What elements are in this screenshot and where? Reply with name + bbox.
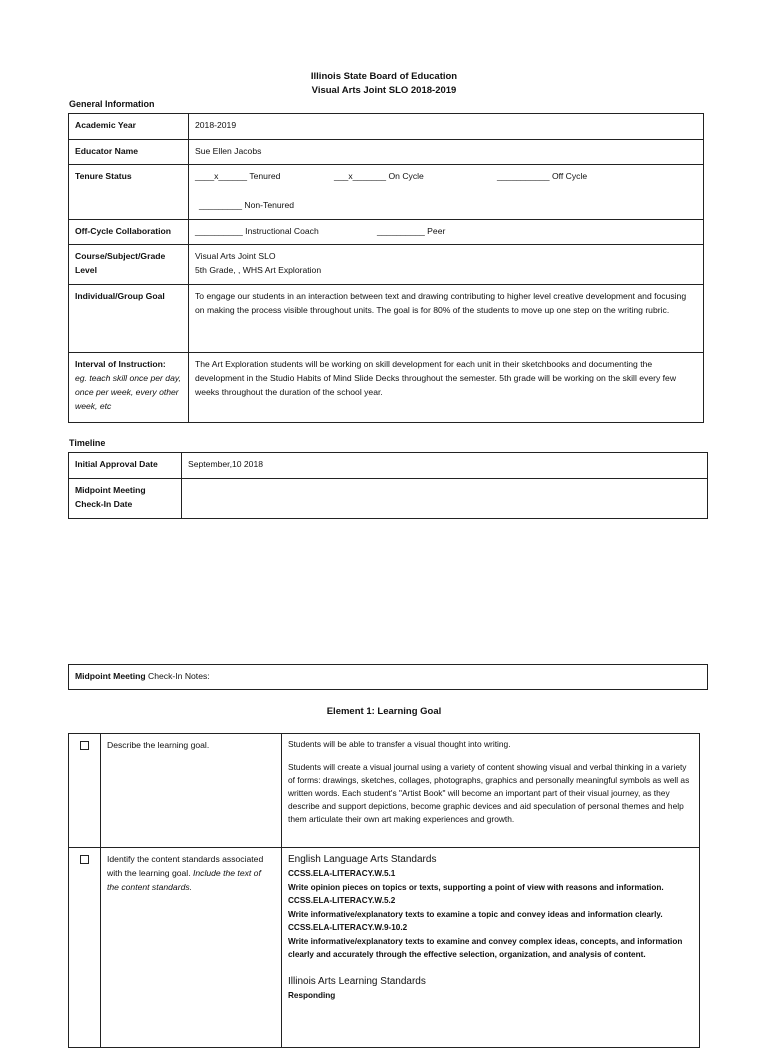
academic-year-value: 2018-2019 [189,114,704,140]
arts-standards-title: Illinois Arts Learning Standards [288,975,426,987]
timeline-table [68,452,708,519]
instructional-coach-option: __________ Instructional Coach [195,226,319,236]
course-value [189,245,704,285]
checkbox-learning-goal[interactable] [80,741,89,750]
midpoint-notes-bold: Midpoint Meeting [75,671,146,681]
peer-option: __________ Peer [377,226,446,236]
course-line-2: 5th Grade, , WHS Art Exploration [195,265,322,275]
std1-text: Write opinion pieces on topics or texts, supporting a point of view with reasons and information. [288,882,664,892]
midpoint-date-label: Midpoint Meeting Check-In Date [69,479,182,519]
row-midpoint-date [69,479,708,519]
row-interval [69,353,704,423]
midpoint-notes-cell [69,665,708,690]
org-title: Illinois State Board of Education [310,71,458,82]
initial-approval-value: September,10 2018 [182,453,708,479]
learning-goal-p1: Students will be able to transfer a visual thought into writing. [288,739,511,749]
initial-approval-label: Initial Approval Date [69,453,182,479]
row-collaboration [69,220,704,245]
element1-title: Element 1: Learning Goal [326,706,442,717]
checkbox-cell-1 [69,734,101,848]
off-cycle-option: ___________ Off Cycle [497,171,588,181]
row-academic-year [69,114,704,140]
arts-responding: Responding [288,990,336,1000]
interval-hint: eg. teach skill once per day, once per week, every other week, etc [75,373,181,411]
goal-value: To engage our students in an interaction between text and drawing contributing to higher level creative development and focusing on making the process visible throughout units. The goal is for 80% of the students to move up one step on the writing rubric. [189,285,704,353]
row-initial-approval [69,453,708,479]
midpoint-notes-rest: Check-In Notes: [145,671,210,681]
tenure-status-value [189,165,704,220]
interval-label: Interval of Instruction: [75,359,166,369]
course-line-1: Visual Arts Joint SLO [195,251,276,261]
non-tenured-option: _________ Non-Tenured [199,200,295,210]
interval-value: The Art Exploration students will be working on skill development for each unit in their sketchbooks and documenting the development in the Studio Habits of Mind Slide Decks throughout the semester. 5th grade will be working on the skill every few weeks throughout the duration of the school year. [189,353,704,423]
row-educator-name [69,140,704,165]
content-standards-prompt: Identify the content standards associated with the learning goal. [107,854,264,878]
row-goal [69,285,704,353]
row-course [69,245,704,285]
interval-cell [69,353,189,423]
row-tenure-status [69,165,704,220]
tenure-status-label: Tenure Status [69,165,189,220]
content-standards-answer [282,848,700,1048]
general-info-heading: General Information [69,99,155,109]
on-cycle-option: ___x_______ On Cycle [334,171,424,181]
learning-goal-p2: Students will create a visual journal using a variety of content showing visual and verbal thinking in a variety of forms: drawings, sketches, collages, photographs, graphics and personally meaningful symbols as well as written words. Each student's "Artist Book" will become an important part of their visual journey, as they describe and support depictions, become graphic devices and aid speculation of personal themes and help them articulate their own art making experiences and growth. [288,762,690,824]
midpoint-notes-table [68,664,708,690]
collaboration-label: Off-Cycle Collaboration [69,220,189,245]
educator-name-label: Educator Name [69,140,189,165]
std2-text: Write informative/explanatory texts to examine a topic and convey ideas and information clearly. [288,909,663,919]
checkbox-cell-2 [69,848,101,1048]
doc-title: Visual Arts Joint SLO 2018-2019 [311,85,457,96]
ela-standards-title: English Language Arts Standards [288,854,437,865]
std3-text: Write informative/explanatory texts to examine and convey complex ideas, concepts, and information clearly and accurately through the effective selection, organization, and analysis of content. [288,936,683,959]
std1-code: CCSS.ELA-LITERACY.W.5.1 [288,869,396,878]
academic-year-label: Academic Year [69,114,189,140]
element1-table [68,733,700,1048]
timeline-heading: Timeline [69,438,106,448]
std3-code: CCSS.ELA-LITERACY.W.9-10.2 [288,923,408,932]
row-learning-goal [69,734,700,848]
std2-code: CCSS.ELA-LITERACY.W.5.2 [288,896,396,905]
content-standards-prompt-cell [101,848,282,1048]
general-info-table [68,113,704,423]
course-label: Course/Subject/Grade Level [69,245,189,285]
row-content-standards [69,848,700,1048]
midpoint-date-value [182,479,708,519]
content-standards-prompt-italic: Include the text of the content standards. [107,868,261,892]
collaboration-value [189,220,704,245]
tenured-option: ____x______ Tenured [195,171,281,181]
educator-name-value: Sue Ellen Jacobs [189,140,704,165]
learning-goal-prompt: Describe the learning goal. [101,734,282,848]
learning-goal-answer [282,734,700,848]
goal-label: Individual/Group Goal [69,285,189,353]
checkbox-content-standards[interactable] [80,855,89,864]
